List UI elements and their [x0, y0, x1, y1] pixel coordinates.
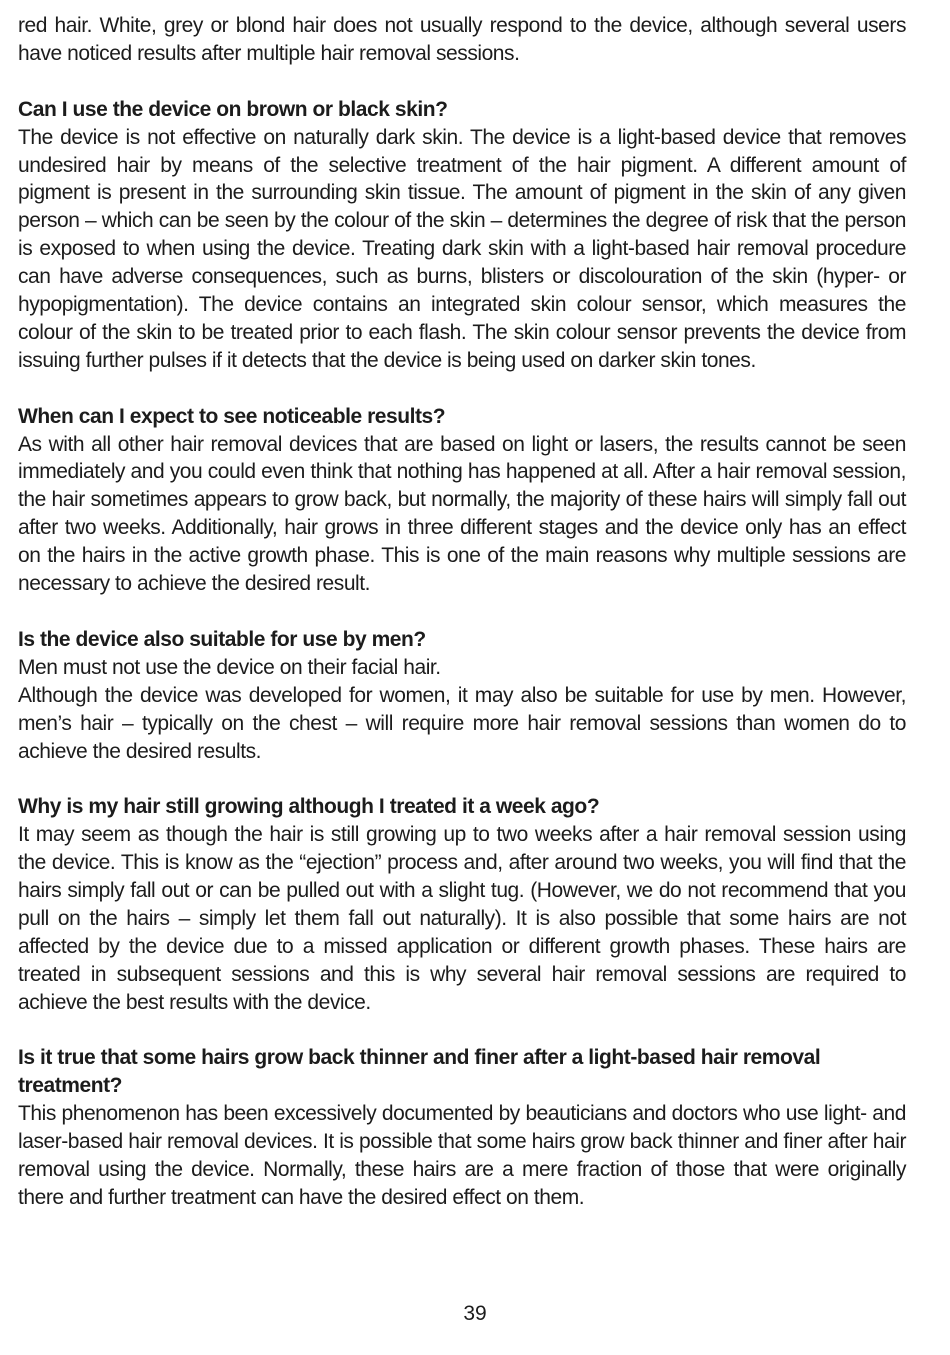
faq-question: Can I use the device on brown or black skin? [18, 97, 448, 121]
faq-question: Is the device also suitable for use by men? [18, 627, 426, 651]
faq-answer-paragraph: The device is not effective on naturally dark skin. The device is a light-based device that removes undesired hair by means of the selective treatment of the hair pigment. A different amount of pigment is present in the surrounding skin tissue. The amount of pigment in the skin of any given person – which can be seen by the colour of the skin – determines the degree of risk that the person is exposed to when using the device. Treating dark skin with a light-based hair removal procedure can have adverse consequences, such as burns, blisters or discolouration of the skin (hyper- or hypopigmentation). The device contains an integrated skin colour sensor, which measures the colour of the skin to be treated prior to each flash. The skin colour sensor prevents the device from issuing further pulses if it detects that the device is being used on darker skin tones. [18, 125, 906, 372]
faq-answer-paragraph: This phenomenon has been excessively documented by beauticians and doctors who use light- and laser-based hair removal devices. It is possible that some hairs grow back thinner and finer after hair removal using the device. Normally, these hairs are a mere fraction of those that were originally there and further treatment can have the desired effect on them. [18, 1102, 906, 1209]
faq-answer [18, 124, 906, 375]
faq-answer [18, 1100, 906, 1212]
faq-question: Is it true that some hairs grow back thinner and finer after a light-based hair removal treatment? [18, 1046, 821, 1098]
faq-item-dark-skin [18, 96, 906, 375]
faq-question: When can I expect to see noticeable results? [18, 404, 446, 428]
faq-answer-paragraph: Men must not use the device on their facial hair. [18, 655, 441, 679]
faq-answer [18, 431, 906, 598]
faq-item-noticeable-results [18, 403, 906, 598]
faq-answer-paragraph: Although the device was developed for women, it may also be suitable for use by men. However, men’s hair – typically on the chest – will require more hair removal sessions than women do to achieve the desired results. [18, 683, 906, 763]
faq-answer-paragraph: As with all other hair removal devices that are based on light or lasers, the results cannot be seen immediately and you could even think that nothing has happened at all. After a hair removal session, the hair sometimes appears to grow back, but normally, the majority of these hairs will simply fall out after two weeks. Additionally, hair grows in three different stages and the device only has an effect on the hairs in the active growth phase. This is one of the main reasons why multiple sessions are necessary to achieve the desired result. [18, 432, 906, 596]
faq-question: Why is my hair still growing although I treated it a week ago? [18, 795, 600, 819]
faq-item-thinner-hair [18, 1044, 906, 1211]
faq-answer-paragraph: It may seem as though the hair is still growing up to two weeks after a hair removal session using the device. This is know as the “ejection” process and, after around two weeks, you will find that the hairs simply fall out or can be pulled out with a slight tug. (However, we do not recommend that you pull on the hairs – simply let them fall out naturally). It is also possible that some hairs are not affected by the device due to a missed application or different growth phases. These hairs are treated in subsequent sessions and this is why several hair removal sessions are required to achieve the best results with the device. [18, 823, 906, 1014]
faq-item-men [18, 626, 906, 766]
faq-item-hair-still-growing [18, 793, 906, 1016]
manual-page [18, 12, 906, 1240]
faq-answer [18, 654, 906, 766]
page-number: 39 [463, 1302, 487, 1325]
intro-paragraph: red hair. White, grey or blond hair does not usually respond to the device, although several users have noticed results after multiple hair removal sessions. [18, 14, 906, 65]
faq-answer [18, 821, 906, 1016]
